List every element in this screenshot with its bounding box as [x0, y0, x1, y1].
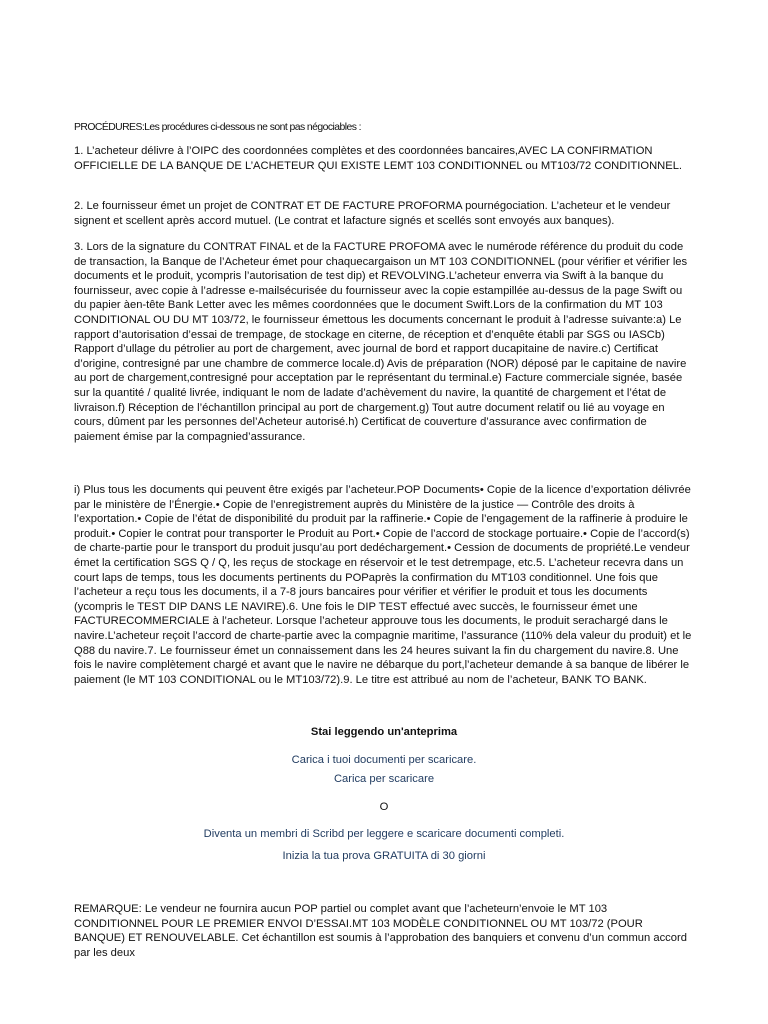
- preview-title: Stai leggendo un'anteprima: [310, 726, 458, 738]
- paragraph-4: i) Plus tous les documents qui peuvent être exigés par l’acheteur.POP Documents• Copie de la licence d’exportation délivrée par le ministère de l’Énergie.• Copie de l’enregistrement auprès du Ministère de la justice — Contrôle des droits à l’exportation.• Copie de l’état de disponibilité du produit par la raffinerie.• Copie de l’engagement de la raffinerie à produire le produit.• Copier le contrat pour transporter le Produit au Port.• Copie de l’accord de stockage portuaire.• Copie de l’accord(s) de charte-partie pour le transport du produit jusqu’au port dedéchargement.• Cession de documents de propriété.Le vendeur émet la certification SGS Q / Q, les reçus de stockage en réservoir et le test detrempage, etc.5. L’acheteur recevra dans un court laps de temps, tous les documents pertinents du POPaprès la confirmation du MT103 conditionnel. Une fois que l’acheteur a reçu tous les documents, il a 7-8 jours bancaires pour vérifier et vérifier le produit et tous les documents (ycompris le TEST DIP DANS LE NAVIRE).6. Une fois le DIP TEST effectué avec succès, le fournisseur émet une FACTURECOMMERCIALE à l’acheteur. Lorsque l’acheteur approuve tous les documents, le produit serachargé dans le navire.L’acheteur reçoit l’accord de charte-partie avec la compagnie maritime, l’assurance (110% dela valeur du produit) et le Q88 du navire.7. Le fournisseur émet un connaissement dans les 24 heures suivant la fin du chargement du navire.8. Une fois le navire complètement chargé et avant que le navire ne débarque du port,l’acheteur demande à sa banque de libérer le paiement (le MT 103 CONDITIONAL ou le MT103/72).9. Le titre est attribué au nom de l’acheteur, BANK TO BANK.: [74, 484, 692, 686]
- paragraph-1: 1. L’acheteur délivre à l’OIPC des coordonnées complètes et des coordonnées bancaires,AVEC LA CONFIRMATION OFFICIELLE DE LA BANQUE DE L’ACHETEUR QUI EXISTE LEMT 103 CONDITIONNEL ou MT103/72 CONDITIONNEL.: [74, 145, 683, 172]
- upload-documents-link[interactable]: Carica i tuoi documenti per scaricare.: [291, 754, 477, 766]
- paragraph-3: 3. Lors de la signature du CONTRAT FINAL et de la FACTURE PROFOMA avec le numérode référence du produit du code de transaction, la Banque de l’Acheteur émet pour chaquecargaison un MT 103 CONDITIONNEL (pour vérifier et vérifier les documents et le produit, ycompris l’autorisation de test dip) et REVOLVING.L’acheteur enverra via Swift à la banque du fournisseur, avec copie à l’adresse e-mailsécurisée du fournisseur avec la copie estampillée au-dessus de la page Swift ou du papier àen-tête Bank Letter avec les mêmes coordonnées que le document Swift.Lors de la confirmation du MT 103 CONDITIONAL OU DU MT 103/72, le fournisseur émettous les documents concernant le produit à l’adresse suivante:a) Le rapport d’autorisation d’essai de trempage, de stockage en citerne, de réception et d’enquête établi par SGS ou IASCb) Rapport d’ullage du pétrolier au port de chargement, avec journal de bord et rapport ducapitaine de navire.c) Certificat d’origine, contresigné par une chambre de commerce locale.d) Avis de préparation (NOR) déposé par le capitaine de navire au port de chargement,contresigné pour acceptation par le représentant du terminal.e) Facture commerciale signée, basée sur la quantité / qualité livrée, indiquant le nom de ladate d’achèvement du navire, la quantité de chargement et l’état de livraison.f) Réception de l’échantillon principal au port de chargement.g) Tout autre document relatif ou lié au voyage en cours, dûment par les personnes del’Acheteur autorisé.h) Certificat de couverture d’assurance avec confirmation de paiement émise par la compagnied’assurance.: [74, 241, 688, 443]
- upload-to-download-link[interactable]: Carica per scaricare: [333, 773, 435, 785]
- procedures-title: PROCÉDURES:Les procédures ci-dessous ne sont pas négociables :: [74, 122, 362, 133]
- or-separator: O: [379, 801, 389, 813]
- paragraph-2: 2. Le fournisseur émet un projet de CONTRAT ET DE FACTURE PROFORMA pournégociation. L’acheteur et le vendeur signent et scellent après accord mutuel. (Le contrat et lafacture signés et scellés sont envoyés aux banques).: [74, 200, 671, 227]
- free-trial-link[interactable]: Inizia la tua prova GRATUITA di 30 giorni: [282, 850, 486, 862]
- become-member-link[interactable]: Diventa un membri di Scribd per leggere e scaricare documenti completi.: [203, 828, 565, 840]
- paragraph-remarque: REMARQUE: Le vendeur ne fournira aucun POP partiel ou complet avant que l’acheteurn’envoie le MT 103 CONDITIONNEL POUR LE PREMIER ENVOI D’ESSAI.MT 103 MODÈLE CONDITIONNEL OU MT 103/72 (POUR BANQUE) ET RENOUVELABLE. Cet échantillon est soumis à l’approbation des banquiers et convenu d’un commun accord par les deux: [74, 903, 687, 959]
